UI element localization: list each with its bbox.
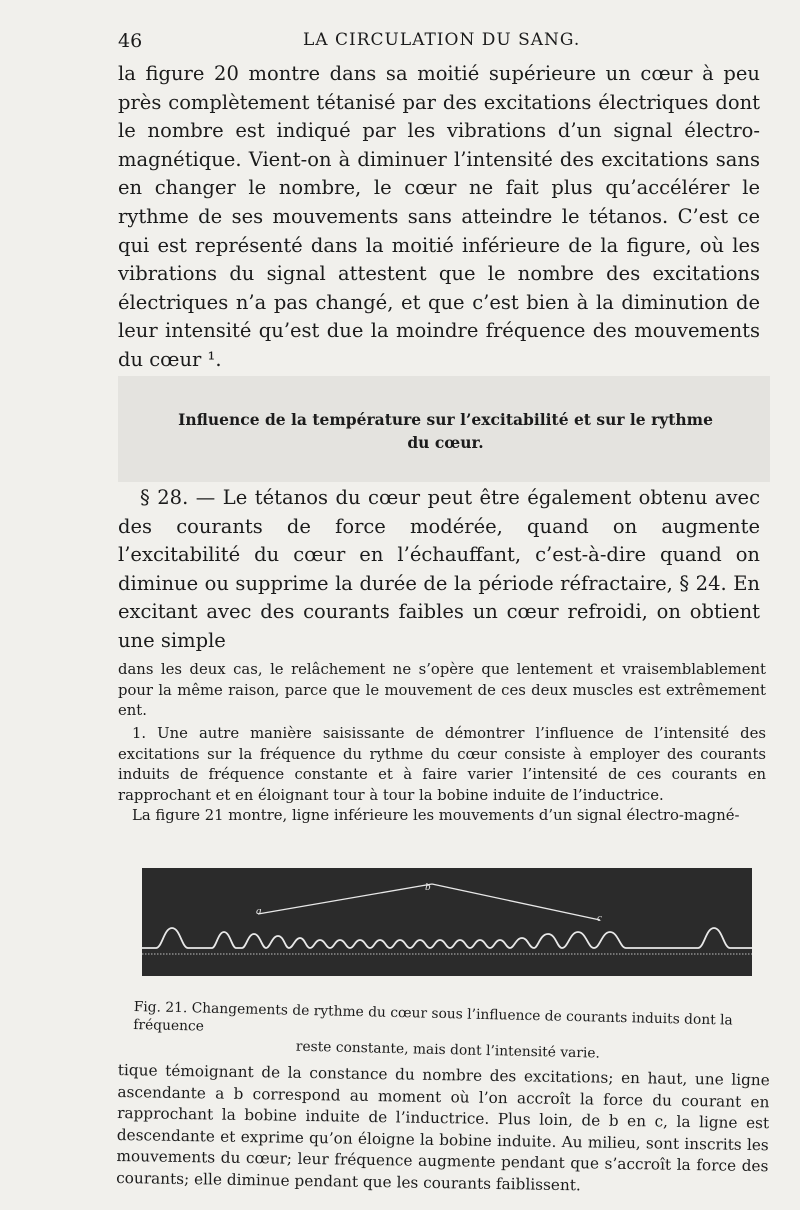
descending-line-bc (432, 884, 600, 920)
paragraph-2-text: § 28. — Le tétanos du cœur peut être également obtenu avec des courants de force modérée, quand on augmente l’excitabilité du cœur en l’échauffant, c’est-à-dire quand on diminue ou supprime la durée de la période réfractaire, § 24. En excitant avec des courants faibles un cœur refroidi, on obtient une simple (118, 486, 760, 652)
page-number: 46 (118, 30, 143, 52)
footnote-1b-text: La figure 21 montre, ligne inférieure les mouvements d’un signal électro-magné- (132, 807, 740, 825)
footnote-1 (118, 724, 766, 827)
running-title: LA CIRCULATION DU SANG. (303, 30, 581, 50)
section-title (118, 408, 773, 454)
paragraph-2 (118, 484, 760, 656)
section-title-line-2: du cœur. (407, 433, 484, 452)
footnote-tail (116, 1060, 770, 1200)
footnote-continued-text: dans les deux cas, le relâchement ne s’opère que lentement et vraisemblablement pour la même raison, parce que le mouvement de ces deux muscles est extrêmement ent. (118, 661, 766, 720)
caption-line-1: Fig. 21. Changements de rythme du cœur sous l’influence de courants induits dont la fréquence (133, 998, 733, 1035)
heart-trace (142, 928, 752, 948)
label-b: b (425, 881, 431, 893)
paragraph-1 (118, 60, 760, 375)
figure-caption (133, 998, 764, 1066)
footnote-continued (118, 660, 766, 722)
caption-line-2: reste constante, mais dont l’intensité varie. (295, 1038, 601, 1062)
section-title-line-1: Influence de la température sur l’excitabilité et sur le rythme (178, 410, 713, 429)
ascending-line-ab (258, 884, 432, 914)
figure-21-tracing (142, 868, 752, 976)
footnote-1-text: 1. Une autre manière saisissante de démontrer l’influence de l’intensité des excitations sur la fréquence du rythme du cœur consiste à employer des courants induits de fréquence constante et à faire varier l’intensité de ces courants en rapprochant et en éloignant tour à tour la bobine induite de l’inductrice. (118, 725, 766, 804)
footnote-tail-text: tique témoignant de la constance du nombre des excitations; en haut, une ligne ascendante a b correspond au moment où l’on accroît la force du courant en rapprochant la bobine induite de l’inductrice. Plus loin, de b en c, la ligne est descendante et exprime qu’on éloigne la bobine induite. Au milieu, sont inscrits les mouvements du cœur; leur fréquence augmente pendant que s’accroît la force des courants; elle diminue pendant que les courants faiblissent. (116, 1060, 770, 1195)
paragraph-1-text: la figure 20 montre dans sa moitié supérieure un cœur à peu près complètement tétanisé par des excitations électriques dont le nombre est indiqué par les vibrations d’un signal électro-magnétique. Vient-on à diminuer l’intensité des excitations sans en changer le nombre, le cœur ne fait plus qu’accélérer le rythme de ses mouvements sans atteindre le tétanos. C’est ce qui est représenté dans la moitié inférieure de la figure, où les vibrations du signal attestent que le nombre des excitations électriques n’a pas changé, et que c’est bien à la diminution de leur intensité qu’est due la moindre fréquence des mouvements du cœur ¹. (118, 62, 760, 371)
label-c: c (597, 912, 602, 924)
page-header (118, 30, 760, 54)
label-a: a (256, 905, 262, 917)
figure-21 (142, 868, 752, 976)
